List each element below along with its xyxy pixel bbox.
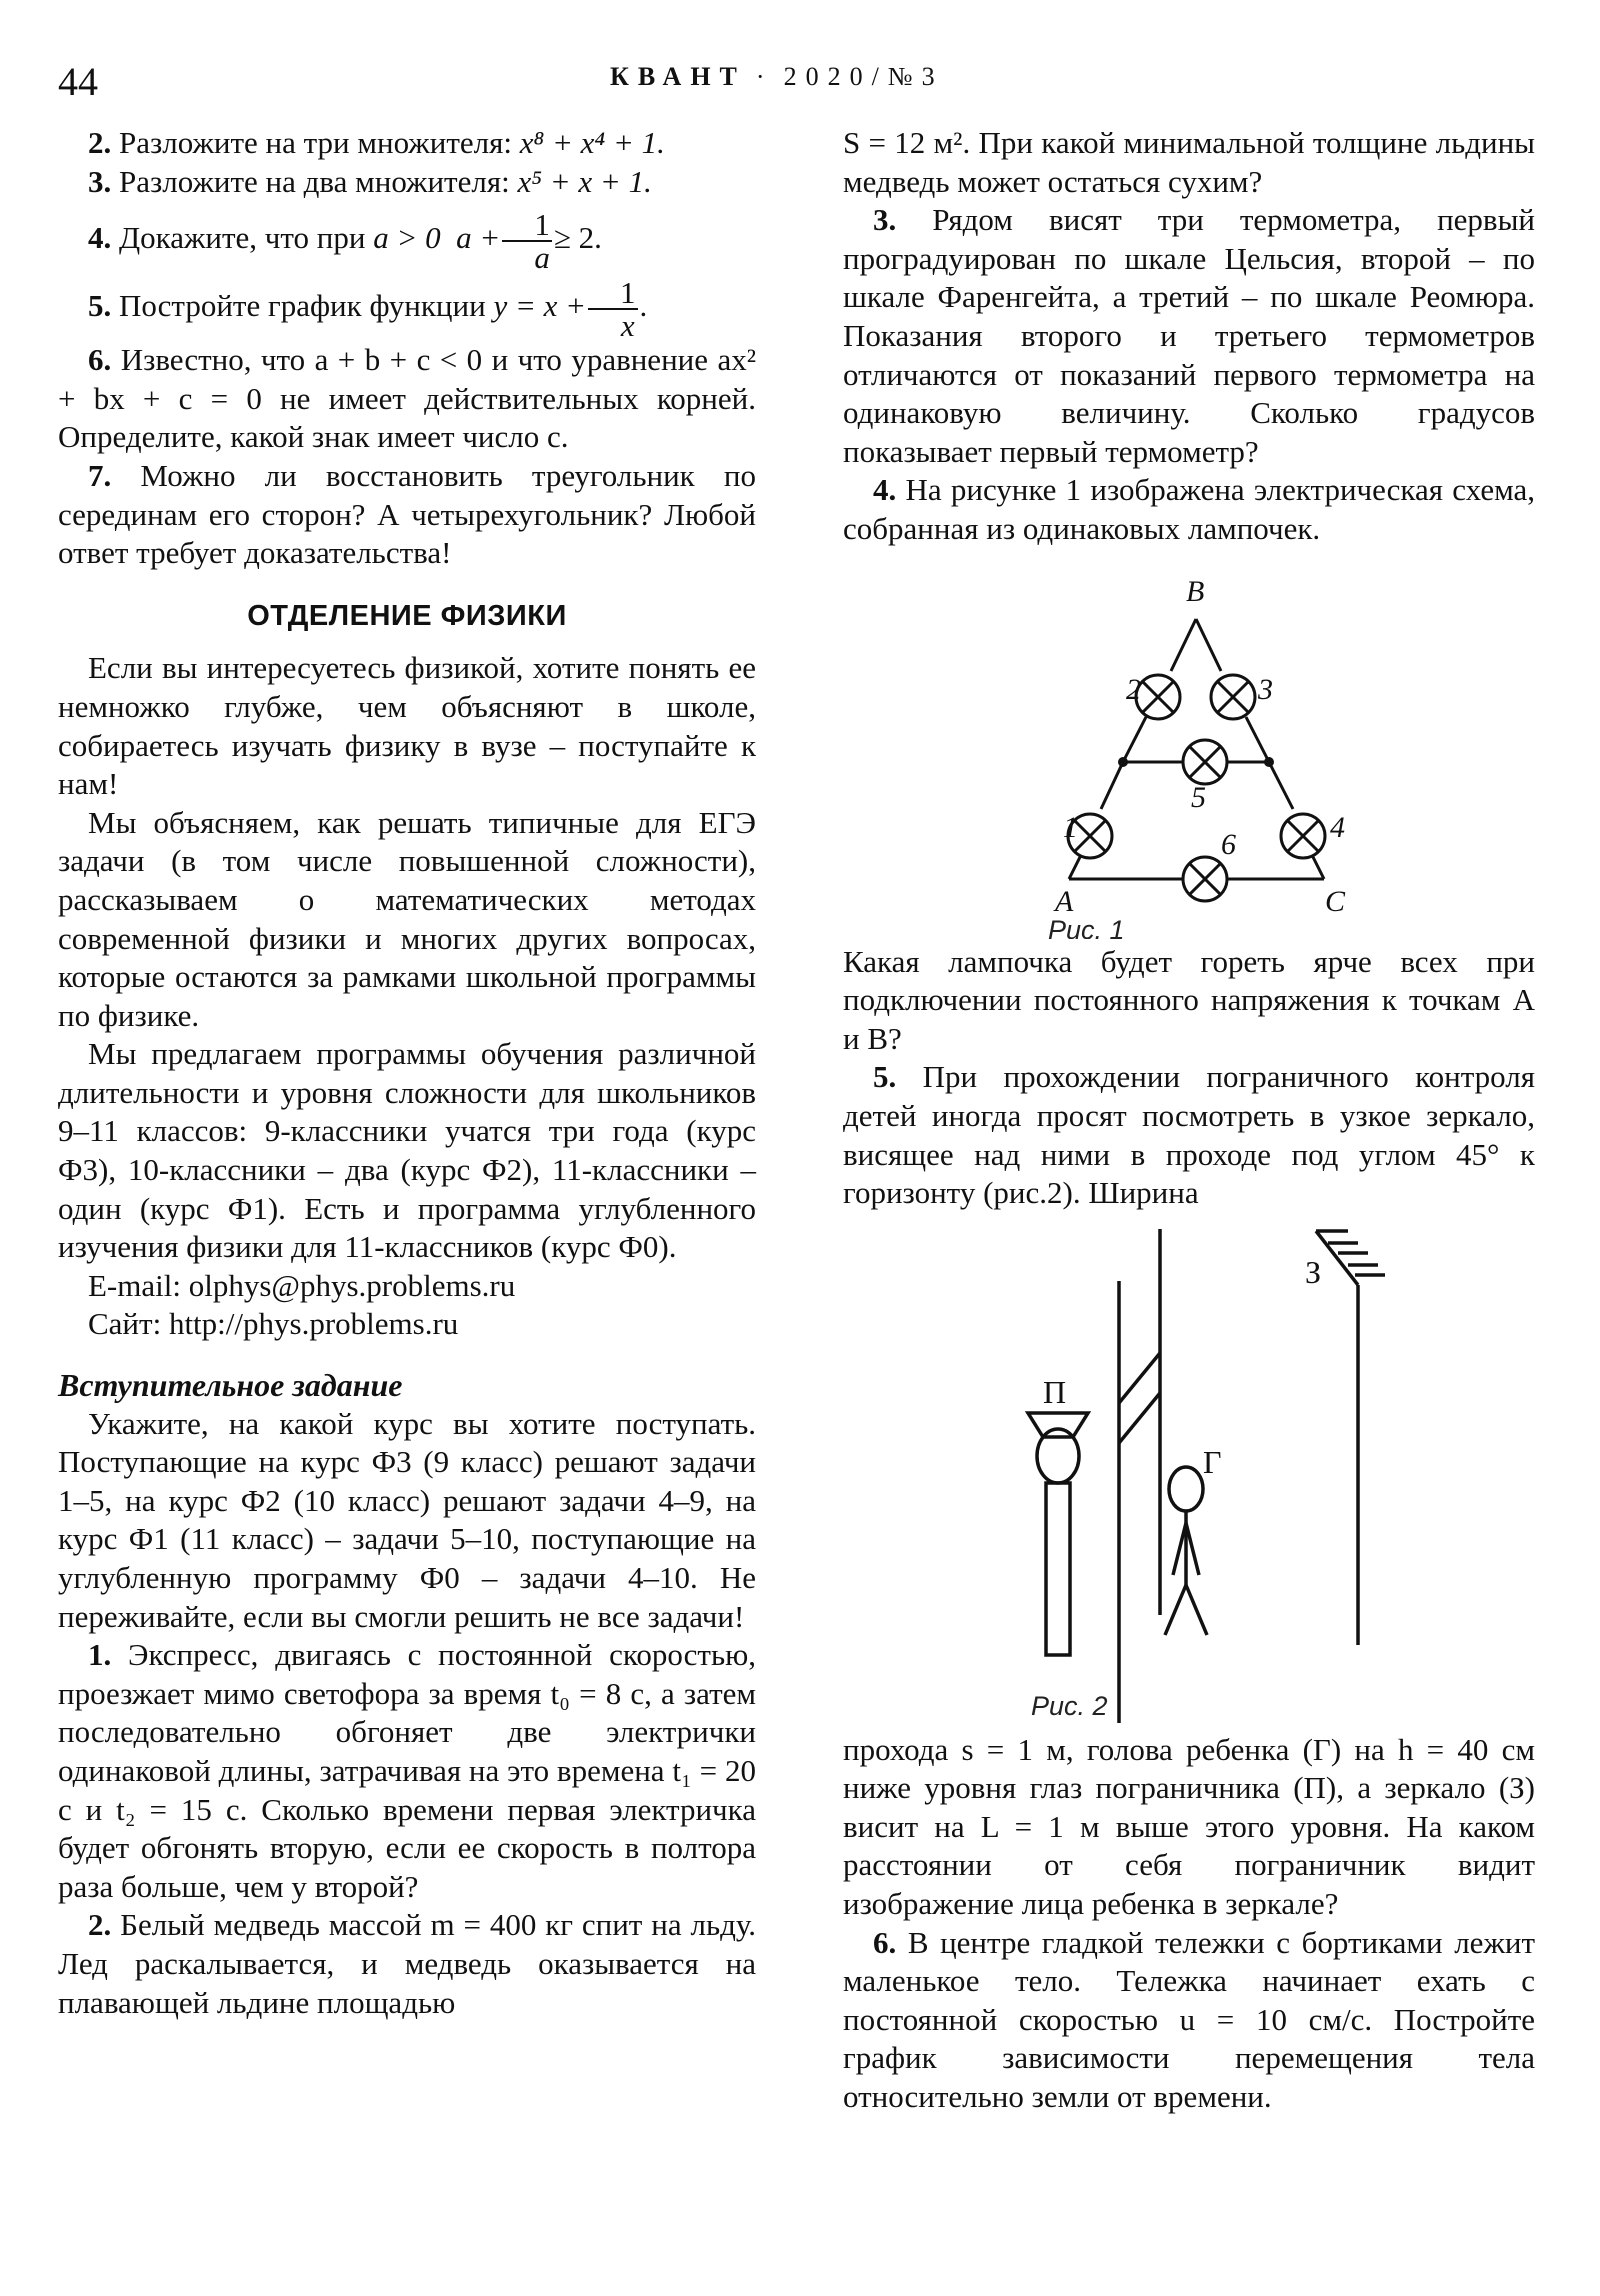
formula: x⁵ + x + 1. bbox=[517, 163, 652, 199]
email-label: E-mail: bbox=[88, 1267, 189, 1303]
formula: x⁸ + x⁴ + 1. bbox=[519, 125, 665, 160]
problem-number: 5. bbox=[88, 288, 112, 324]
physics-problem-4 bbox=[843, 471, 1535, 548]
physics-problem-1 bbox=[58, 1636, 756, 1906]
math-problem-7 bbox=[58, 457, 756, 573]
formula-rhs: . bbox=[639, 288, 648, 324]
formula-lhs: y = x + bbox=[493, 288, 587, 324]
svg-text:6: 6 bbox=[1221, 827, 1236, 861]
svg-text:4: 4 bbox=[1330, 810, 1345, 844]
separator: · bbox=[755, 62, 774, 91]
problem-text: Белый медведь массой m = 400 кг спит на льду. Лед раскалывается, и медведь оказывается на плавающей льдине площадью bbox=[58, 1907, 756, 2020]
svg-text:2: 2 bbox=[1126, 672, 1141, 706]
right-column bbox=[843, 124, 1535, 2117]
formula-condition: a > 0 bbox=[373, 220, 441, 256]
magazine-name: КВАНТ bbox=[610, 62, 746, 91]
border-control-diagram bbox=[843, 1213, 1535, 1725]
problem-text: На рисунке 1 изображена электрическая схема, собранная из одинаковых лампочек. bbox=[843, 472, 1536, 546]
figure-1-caption: Рис. 1 bbox=[1048, 914, 1125, 939]
physics-problem-2-continued: S = 12 м². При какой минимальной толщине льдины медведь может остаться сухим? bbox=[843, 125, 1535, 199]
left-column bbox=[58, 124, 756, 2022]
node-B: B bbox=[1186, 574, 1205, 608]
formula-rhs: ≥ 2. bbox=[553, 220, 602, 256]
page-number: 44 bbox=[58, 59, 98, 104]
problem-text: Докажите, что при bbox=[119, 220, 374, 256]
figure-2-caption: Рис. 2 bbox=[1031, 1690, 1108, 1721]
svg-text:1: 1 bbox=[1063, 810, 1078, 844]
email-line bbox=[58, 1267, 756, 1306]
intro-paragraph: Если вы интересуетесь физикой, хотите понять ее немножко глубже, чем объясняют в школе, собираетесь изучать физику в вузе – поступайте к нам! bbox=[58, 650, 756, 802]
problem-number: 6. bbox=[873, 1924, 897, 1960]
math-problem-2 bbox=[58, 124, 756, 163]
figure-1-circuit bbox=[843, 549, 1535, 939]
section-title: ОТДЕЛЕНИЕ ФИЗИКИ bbox=[247, 599, 567, 632]
fraction: $\frac{1}{x}$ bbox=[588, 277, 638, 341]
guard-label: П bbox=[1043, 1373, 1067, 1410]
problem-number: 7. bbox=[88, 457, 112, 493]
task-intro: Укажите, на какой курс вы хотите поступать. Поступающие на курс Ф3 (9 класс) решают задачи 1–5, на курс Ф2 (10 класс) решают задачи 4–9, на курс Ф1 (11 класс) – задачи 5–10, поступающие на углубленную программу Ф0 – задачи 4–10. Не переживайте, если вы смогли решить не все задачи! bbox=[58, 1405, 756, 1634]
intro-paragraph: Мы предлагаем программы обучения различной длительности и уровня сложности для школьников 9–11 классов: 9-классники учатся три года (курс Ф3), 10-классники – два (курс Ф2), 11-классники – один (курс Ф1). Есть и программа углубленного изучения физики для 11-классников (курс Ф0). bbox=[58, 1036, 756, 1265]
svg-text:C: C bbox=[1325, 884, 1346, 918]
physics-problem-5-continued: прохода s = 1 м, голова ребенка (Г) на h = 40 см ниже уровня глаз пограничника (П), а зеркало (З) висит на L = 1 м выше этого уровня. На каком расстоянии от себя пограничник видит изображение лица ребенка в зеркале? bbox=[843, 1731, 1535, 1922]
problem-number: 3. bbox=[88, 163, 112, 199]
fraction: $\frac{1}{a}$ bbox=[502, 209, 552, 273]
problem-text: Можно ли восстановить треугольник по серединам его сторон? А четырехугольник? Любой ответ требует доказательства! bbox=[58, 457, 756, 571]
problem-text: Экспресс, двигаясь с постоянной скоростью, проезжает мимо светофора за время t₀ = 8 с, а затем последовательно обгоняет две электрички одинаковой длины, затрачивая на это времена t₁ = 20 с и t₂ = 15 с. Сколько времени первая электричка будет обгонять вторую, если ее скорость в полтора раза больше, чем у второй? bbox=[58, 1637, 756, 1904]
problem-number: 5. bbox=[873, 1059, 897, 1095]
physics-problem-5 bbox=[843, 1058, 1535, 1212]
problem-number: 2. bbox=[88, 125, 112, 160]
site-link[interactable]: http://phys.problems.ru bbox=[168, 1306, 459, 1342]
running-head bbox=[610, 64, 944, 90]
physics-problem-2 bbox=[58, 1906, 756, 2022]
problem-text: Известно, что a + b + c < 0 и что уравнение ax² + bx + c = 0 не имеет действительных корней. Определите, какой знак имеет число c. bbox=[58, 342, 757, 455]
svg-text:A: A bbox=[1055, 884, 1074, 918]
problem-number: 4. bbox=[873, 472, 897, 508]
physics-problem-3 bbox=[843, 201, 1535, 471]
issue-number: 2020/№3 bbox=[783, 62, 944, 91]
svg-text:3: 3 bbox=[1258, 672, 1273, 706]
math-problem-3 bbox=[58, 163, 756, 202]
svg-text:5: 5 bbox=[1191, 780, 1206, 814]
child-label: Г bbox=[1203, 1443, 1222, 1480]
formula-lhs: a + bbox=[456, 220, 501, 256]
problem-number: 6. bbox=[88, 342, 112, 378]
circuit-diagram bbox=[843, 549, 1535, 939]
math-problem-5 bbox=[58, 275, 756, 344]
problem-text: Постройте график функции bbox=[119, 288, 494, 324]
math-problem-6 bbox=[58, 341, 756, 457]
figure-2-border-control bbox=[843, 1213, 1535, 1725]
site-label: Сайт: bbox=[88, 1306, 169, 1342]
problem-text: Разложите на три множителя: bbox=[119, 125, 520, 160]
physics-problem-6 bbox=[843, 1924, 1535, 2117]
physics-problem-4-question: Какая лампочка будет гореть ярче всех при подключении постоянного напряжения к точкам A и B? bbox=[843, 943, 1535, 1056]
problem-number: 3. bbox=[873, 202, 897, 238]
problem-text: Разложите на два множителя: bbox=[119, 163, 518, 199]
email-link[interactable]: olphys@phys.problems.ru bbox=[188, 1267, 516, 1303]
problem-number: 1. bbox=[88, 1637, 112, 1673]
math-problem-4 bbox=[58, 207, 756, 276]
problem-text: При прохождении пограничного контроля детей иногда просят посмотреть в узкое зеркало, висящее над ними в проходе под углом 45° к горизонту (рис.2). Ширина bbox=[843, 1059, 1535, 1211]
site-line bbox=[58, 1305, 756, 1344]
problem-number: 2. bbox=[88, 1907, 112, 1943]
problem-text: В центре гладкой тележки с бортиками лежит маленькое тело. Тележка начинает ехать с постоянной скоростью u = 10 см/с. Постройте график зависимости перемещения тела относительно земли от времени. bbox=[843, 1924, 1535, 2115]
problem-number: 4. bbox=[88, 220, 112, 256]
problem-text: Рядом висят три термометра, первый проградуирован по шкале Цельсия, второй – по шкале Фаренгейта, а третий – по шкале Реомюра. Показания второго и третьего термометров отличаются от показаний первого термометра на одинаковую величину. Сколько градусов показывает первый термометр? bbox=[843, 202, 1535, 469]
intro-paragraph: Мы объясняем, как решать типичные для ЕГЭ задачи (в том числе повышенной сложности), рассказываем о математических методах современной физики и многих других вопросах, которые остаются за рамками школьной программы по физике. bbox=[58, 804, 756, 1033]
subsection-title: Вступительное задание bbox=[58, 1367, 403, 1404]
mirror-label: З bbox=[1305, 1253, 1322, 1290]
